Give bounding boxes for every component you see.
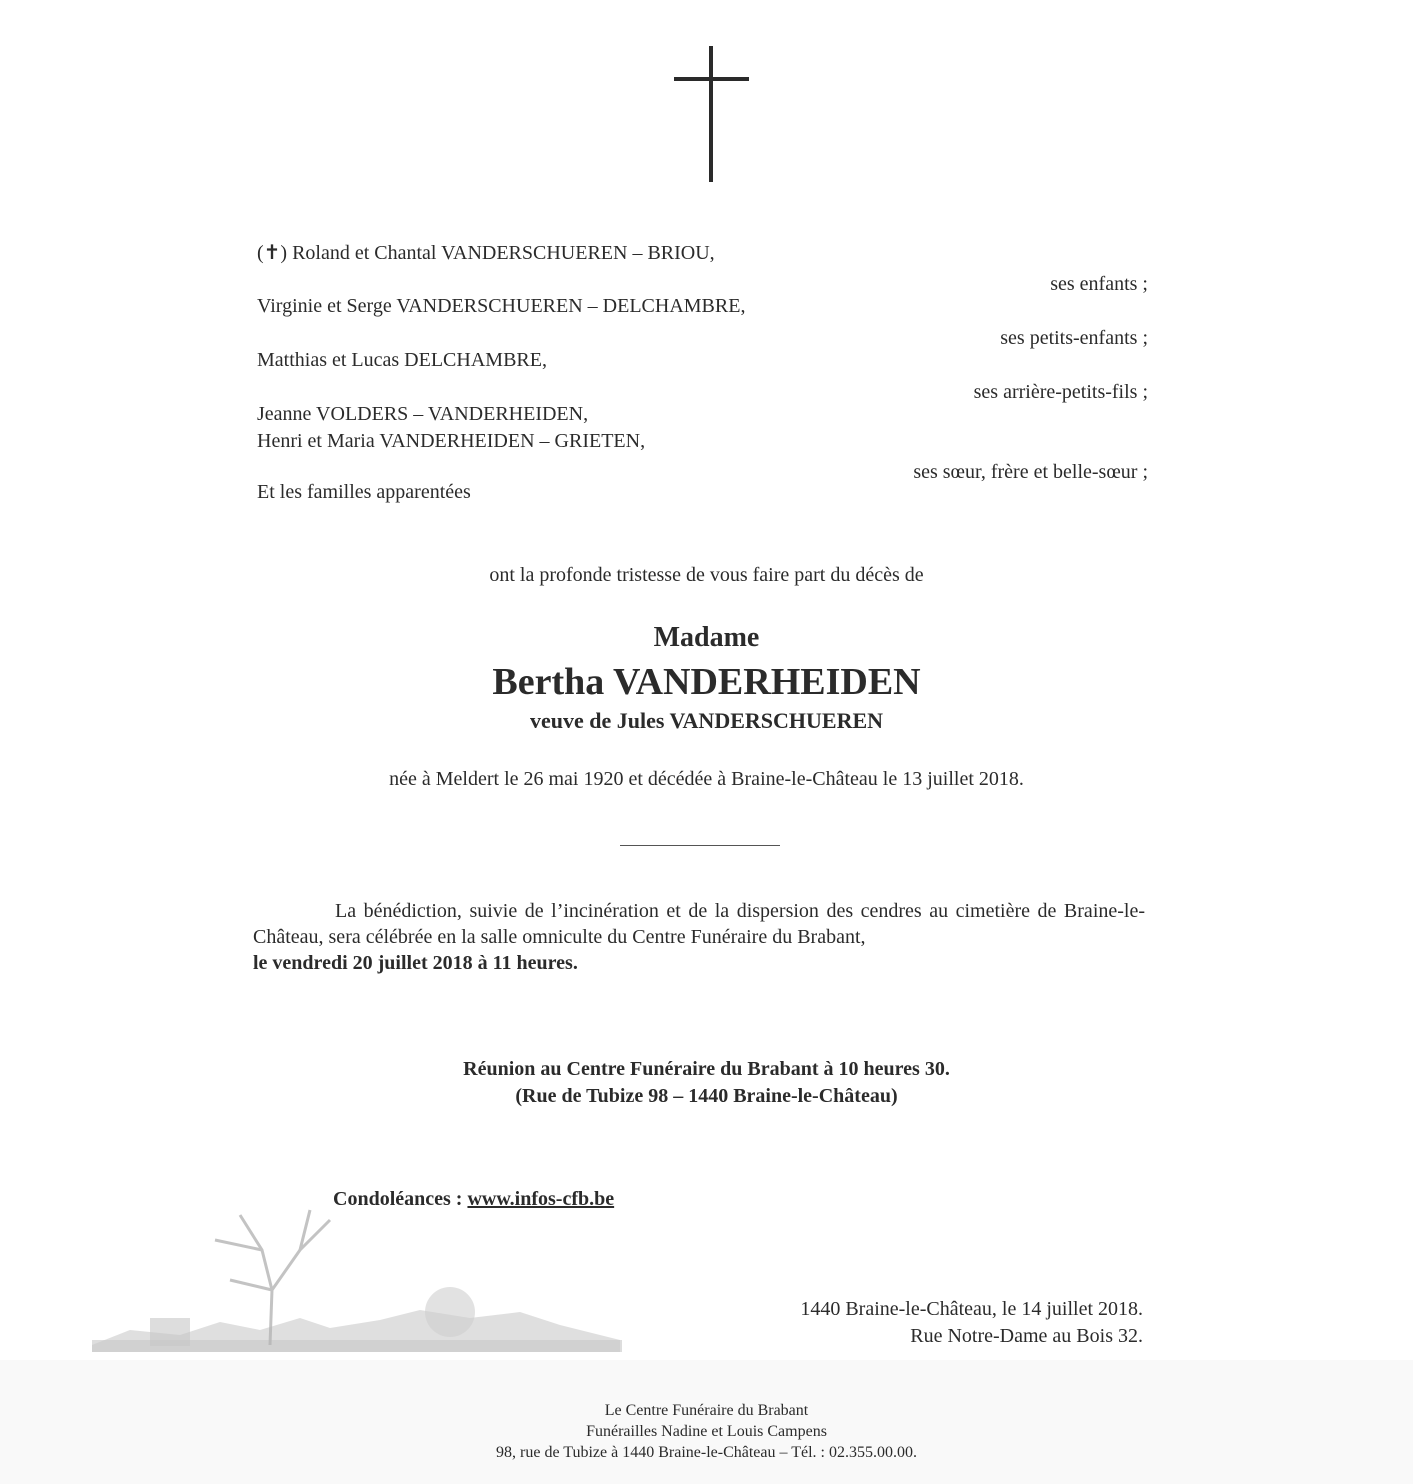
place-date-line-2: Rue Notre-Dame au Bois 32. xyxy=(910,1325,1143,1347)
meeting-line-1: Réunion au Centre Funéraire du Brabant à 10 heures 30. xyxy=(463,1058,950,1080)
ceremony-paragraph xyxy=(253,898,1145,976)
deceased-title: Madame xyxy=(653,622,760,653)
family-line-1 xyxy=(257,240,715,265)
family-line-5: Et les familles apparentées xyxy=(257,481,471,503)
family-line-1-text: Roland et Chantal VANDERSCHUEREN – BRIOU, xyxy=(292,242,715,264)
family-line-4b: Henri et Maria VANDERHEIDEN – GRIETEN, xyxy=(257,430,646,452)
relation-children: ses enfants ; xyxy=(1050,273,1148,295)
ceremony-date: le vendredi 20 juillet 2018 à 11 heures. xyxy=(253,952,578,974)
relation-great-grandsons: ses arrière-petits-fils ; xyxy=(973,381,1148,403)
announcement: ont la profonde tristesse de vous faire part du décès de xyxy=(489,564,924,586)
footer-line-1: Le Centre Funéraire du Brabant xyxy=(604,1402,809,1419)
cross-symbol-icon: (✝) xyxy=(257,242,288,264)
condolences-link[interactable]: www.infos-cfb.be xyxy=(467,1188,615,1210)
deceased-name: Bertha VANDERHEIDEN xyxy=(492,661,921,703)
meeting-line-2: (Rue de Tubize 98 – 1440 Braine-le-Château) xyxy=(515,1085,898,1107)
place-date-line-1: 1440 Braine-le-Château, le 14 juillet 2018. xyxy=(800,1298,1143,1320)
family-line-2: Virginie et Serge VANDERSCHUEREN – DELCHAMBRE, xyxy=(257,295,746,317)
footer-line-2: Funérailles Nadine et Louis Campens xyxy=(586,1423,827,1440)
condolences xyxy=(333,1188,614,1211)
relation-siblings: ses sœur, frère et belle-sœur ; xyxy=(913,461,1148,483)
relation-grandchildren: ses petits-enfants ; xyxy=(1000,327,1148,349)
condolences-label: Condoléances : xyxy=(333,1188,463,1210)
separator-line xyxy=(620,845,780,846)
family-line-4a: Jeanne VOLDERS – VANDERHEIDEN, xyxy=(257,403,589,425)
footer-line-3: 98, rue de Tubize à 1440 Braine-le-Château – Tél. : 02.355.00.00. xyxy=(496,1444,917,1461)
ceremony-text: La bénédiction, suivie de l’incinération et de la dispersion des cendres au cimetière de Braine-le-Château, sera célébrée en la salle omniculte du Centre Funéraire du Brabant, xyxy=(253,900,1145,948)
family-line-3: Matthias et Lucas DELCHAMBRE, xyxy=(257,349,547,371)
deceased-dates: née à Meldert le 26 mai 1920 et décédée à Braine-le-Château le 13 juillet 2018. xyxy=(389,768,1024,790)
deceased-widow: veuve de Jules VANDERSCHUEREN xyxy=(529,708,884,733)
